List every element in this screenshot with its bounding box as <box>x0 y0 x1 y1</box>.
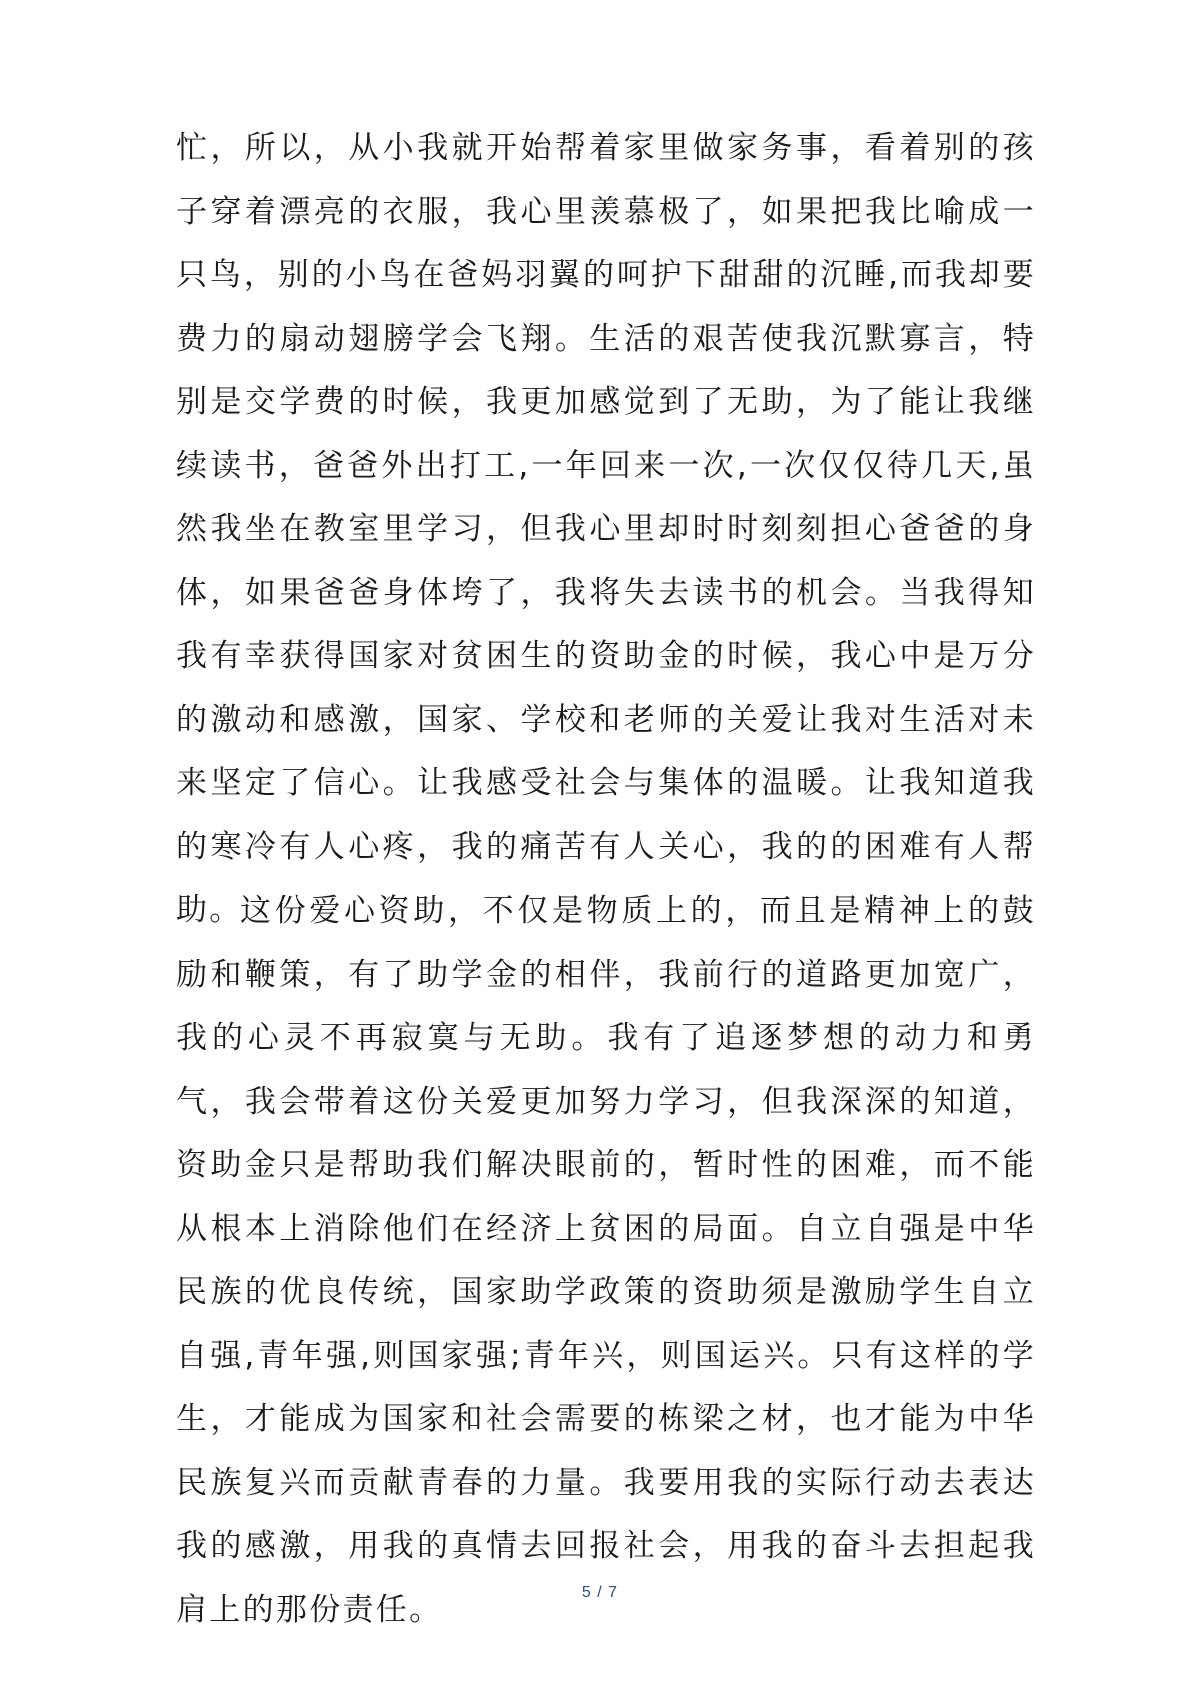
page-number: 5 / 7 <box>581 1584 619 1601</box>
body-paragraph-2: 这份爱心资助，不仅是物质上的，而且是精神上的鼓励和鞭策，有了助学金的相伴，我前行的道路更加宽广，我的心灵不再寂寞与无助。我有了追逐梦想的动力和勇气，我会带着这份关爱更加努力学习，但我深深的知道，资助金只是帮助我们解决眼前的，暂时性的困难，而不能从根本上消除他们在经济上贫困的局面。自立自强是中华民族的优良传统，国家助学政策的资助须是激励学生自立自强,青年强,则国家强;青年兴，则国运兴。只有这样的学生，才能成为国家和社会需要的栋梁之材，也才能为中华民族复兴而贡献青春的力量。我要用我的实际行动去表达我的感激，用我的真情去回报社会，用我的奋斗去担起我肩上的那份责任。 <box>176 893 1036 1628</box>
body-paragraph-1: 忙，所以，从小我就开始帮着家里做家务事，看着别的孩子穿着漂亮的衣服，我心里羡慕极了，如果把我比喻成一只鸟，别的小鸟在爸妈羽翼的呵护下甜甜的沉睡,而我却要费力的扇动翅膀学会飞翔。生活的艰苦使我沉默寡言，特别是交学费的时候，我更加感觉到了无助，为了能让我继续读书，爸爸外出打工,一年回来一次,一次仅仅待几天,虽然我坐在教室里学习，但我心里却时时刻刻担心爸爸的身体，如果爸爸身体垮了，我将失去读书的机会。当我得知我有幸获得国家对贫困生的资助金的时候，我心中是万分的激动和感激，国家、学校和老师的关爱让我对生活对未来坚定了信心。让我感受社会与集体的温暖。让我知道我的寒冷有人心疼，我的痛苦有人关心，我的的困难有人帮助。 <box>176 130 1036 928</box>
